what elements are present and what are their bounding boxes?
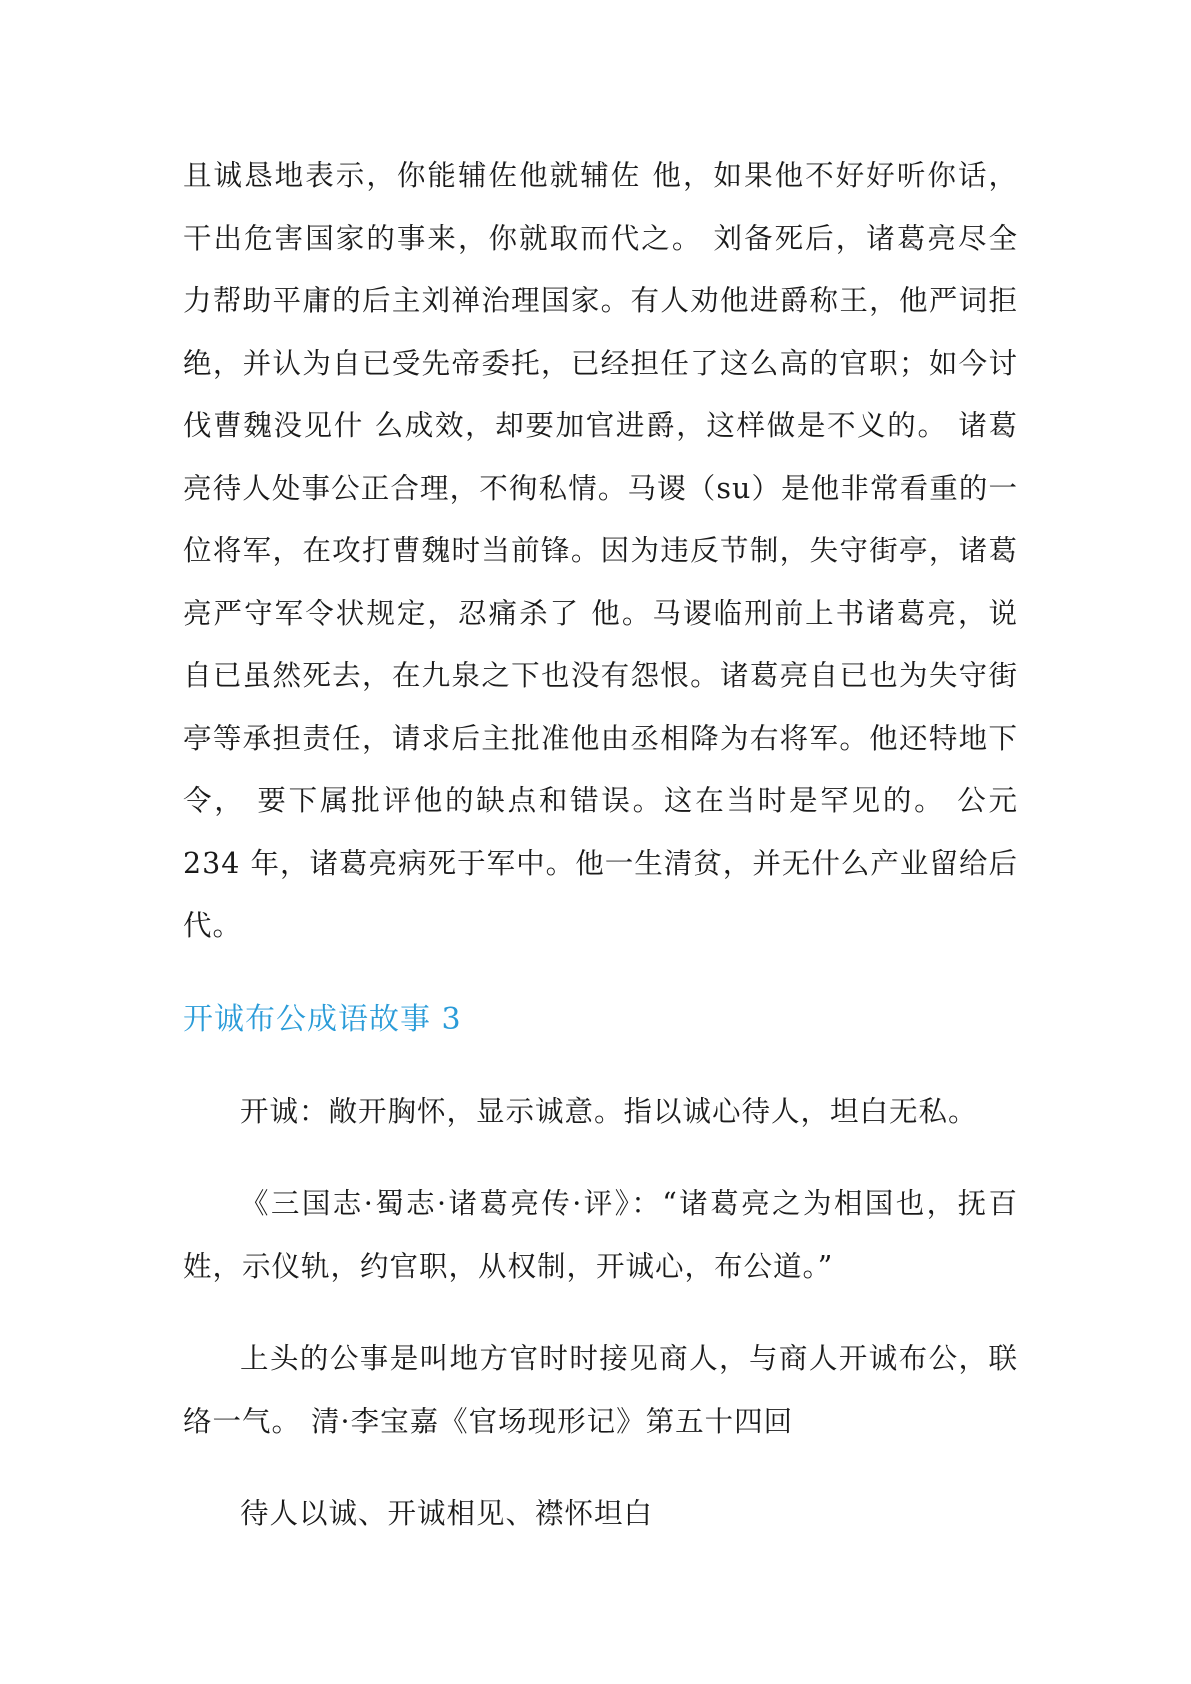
synonyms-paragraph: 待人以诚、开诚相见、襟怀坦白 — [240, 1497, 654, 1530]
example-paragraph: 上头的公事是叫地方官时时接见商人，与商人开诚布公，联络一气。 清·李宝嘉《官场现形记》第五十四回 — [183, 1342, 1018, 1438]
continuation-paragraph: 且诚恳地表示，你能辅佐他就辅佐 他，如果他不好好听你话，干出危害国家的事来，你就取而代之。 刘备死后，诸葛亮尽全力帮助平庸的后主刘禅治理国家。有人劝他进爵称王，他严词拒绝，并认为自已受先帝委托，已经担任了这么高的官职；如今讨伐曹魏没见什 么成效，却要加官进爵，这样做是不义的。 诸葛亮待人处事公正合理，不徇私情。马谡（su）是他非常看重的一位将军，在攻打曹魏时当前锋。因为违反节制，失守街亭，诸葛亮严守军令状规定，忍痛杀了 他。马谡临刑前上书诸葛亮，说自已虽然死去，在九泉之下也没有怨恨。诸葛亮自已也为失守街亭等承担责任，请求后主批准他由丞相降为右将军。他还特地下令， 要下属批评他的缺点和错误。这在当时是罕见的。 公元234 年，诸葛亮病死于军中。他一生清贫，并无什么产业留给后代。 — [183, 159, 1018, 942]
section-heading: 开诚布公成语故事 3 — [183, 1001, 462, 1037]
source-paragraph: 《三国志·蜀志·诸葛亮传·评》：“诸葛亮之为相国也，抚百姓，示仪轨，约官职，从权制，开诚心，布公道。” — [183, 1187, 1018, 1283]
definition-paragraph: 开诚：敞开胸怀，显示诚意。指以诚心待人，坦白无私。 — [240, 1094, 978, 1128]
page-content — [183, 145, 1018, 1546]
